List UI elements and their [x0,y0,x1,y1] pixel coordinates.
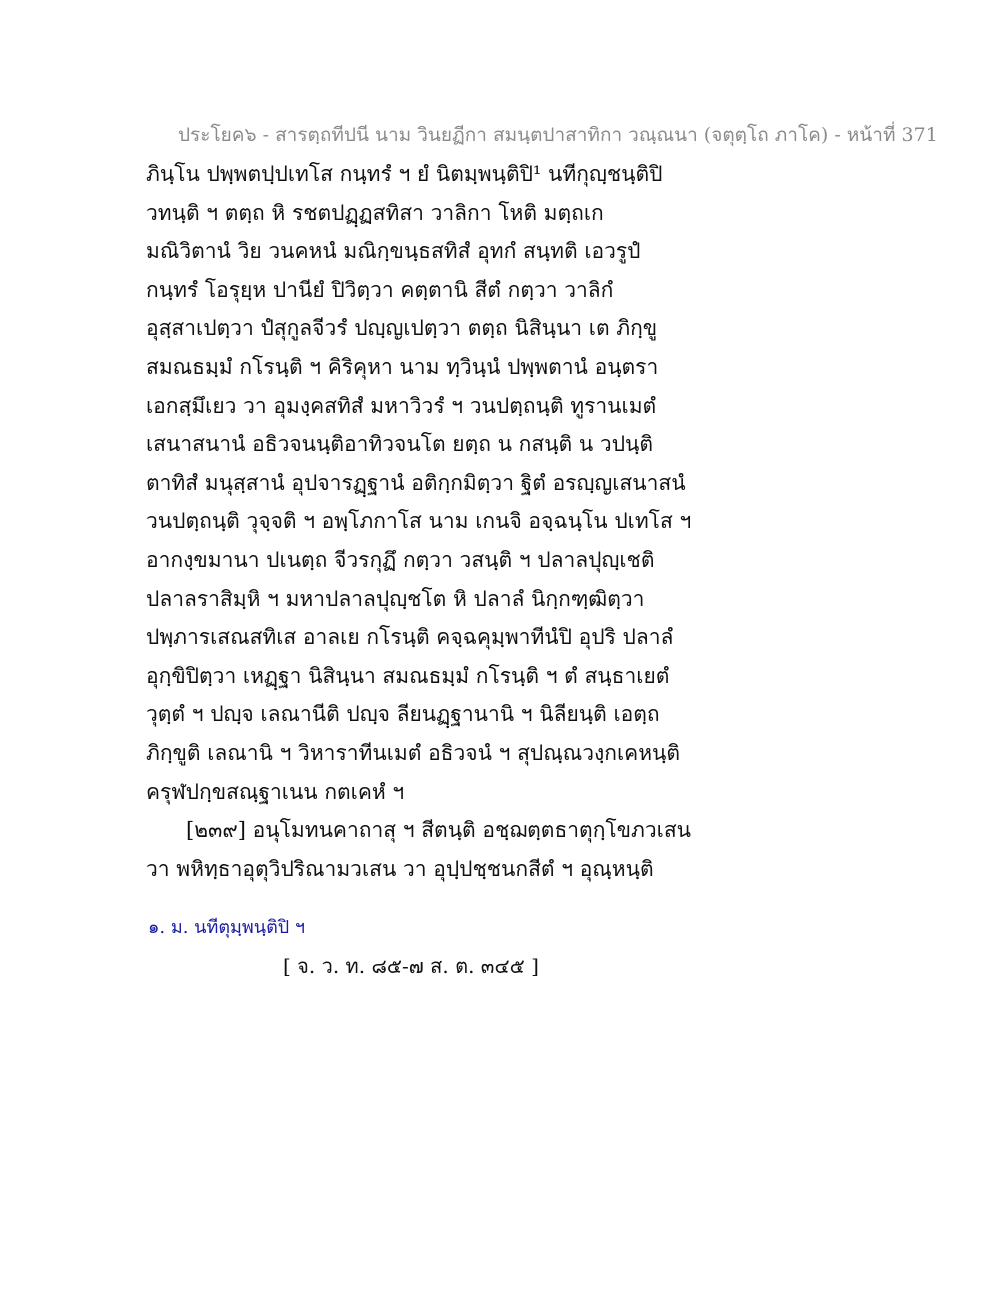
text-line-13: ปพฺภารเสณสทิเส อาลเย กโรนฺติ คจฺฉคุมฺพาทีนํปิ อุปริ ปลาลํ [146,625,674,650]
text-line-8: เสนาสนานํ อธิวจนนฺติอาทิวจนโต ยตฺถ น กสนฺติ น วปนฺติ [146,432,654,457]
text-line-6: สมณธมฺมํ กโรนฺติ ฯ คิริคุหา นาม ทฺวินฺนํ ปพฺพตานํ อนฺตรา [146,354,659,379]
text-line-11: อากงฺขมานา ปเนตฺถ จีวรกุฏึ กตฺวา วสนฺติ ฯ ปลาลปุญฺเชติ [146,547,655,572]
page-reference: [ จ. ว. ท. ๘๕-๗ ส. ต. ๓๔๕ ] [283,954,539,978]
text-line-17: ครุฬปกฺขสณฺฐาเนน กตเคหํ ฯ [146,779,405,804]
footnote: ๑. ม. นทีตุมฺพนฺติปิ ฯ [148,917,306,938]
text-line-19: วา พหิทฺธาอุตุวิปริณามวเสน วา อุปฺปชฺชนกสีตํ ฯ อุณฺหนฺติ [146,856,654,881]
text-line-4: กนฺทรํ โอรุยฺห ปานียํ ปิวิตฺวา คตฺตานิ สีตํ กตฺวา วาลิกํ [146,277,614,302]
text-line-9: ตาทิสํ มนุสฺสานํ อุปจารฏฺฐานํ อติกฺกมิตฺวา ฐิตํ อรญฺญเสนาสนํ [146,470,686,495]
text-line-7: เอกสฺมึเยว วา อุมงฺคสทิสํ มหาวิวรํ ฯ วนปตฺถนฺติ ทูรานเมตํ [146,393,657,418]
text-line-3: มณิวิตานํ วิย วนคหนํ มณิกฺขนฺธสทิสํ อุทกํ สนฺทติ เอวรูปํ [146,239,641,264]
body-text [146,155,692,888]
text-line-10: วนปตฺถนฺติ วุจฺจติ ฯ อพฺโภกาโส นาม เกนจิ อจฺฉนฺโน ปเทโส ฯ [146,509,692,534]
text-line-12: ปลาลราสิมฺหิ ฯ มหาปลาลปุญฺชโต หิ ปลาลํ นิกฺกฑฺฒิตฺวา [146,586,645,611]
page-header: ประโยค๖ - สารตฺถทีปนี นาม วินยฏีกา สมนฺตปาสาทิกา วณฺณนา (จตุตฺโถ ภาโค) - หน้าที่ 371 [178,124,938,146]
text-line-2: วทนฺติ ฯ ตตฺถ หิ รชตปฏฺฏสทิสา วาลิกา โหติ มตฺถเก [146,200,604,225]
text-line-1: ภินฺโน ปพฺพตปฺปเทโส กนฺทรํ ฯ ยํ นิตมฺพนฺติปิ¹ นทีกุญฺชนฺติปิ [146,162,663,186]
text-line-18: [๒๓๙] อนุโมทนคาถาสุ ฯ สีตนฺติ อชฺฌตฺตธาตุกฺโขภวเสน [186,818,692,843]
text-line-5: อุสฺสาเปตฺวา ปํสุกูลจีวรํ ปญฺญเปตฺวา ตตฺถ นิสินฺนา เต ภิกฺขู [146,316,658,341]
text-line-15: วุตฺตํ ฯ ปญฺจ เลณานีติ ปญฺจ ลียนฏฺฐานานิ ฯ นิลียนฺติ เอตฺถ [146,702,660,727]
text-line-16: ภิกฺขูติ เลณานิ ฯ วิหาราทีนเมตํ อธิวจนํ ฯ สุปณฺณวงฺกเคหนฺติ [146,740,681,765]
text-line-14: อุกฺขิปิตฺวา เหฏฺฐา นิสินฺนา สมณธมฺมํ กโรนฺติ ฯ ตํ สนฺธาเยตํ [146,663,670,688]
